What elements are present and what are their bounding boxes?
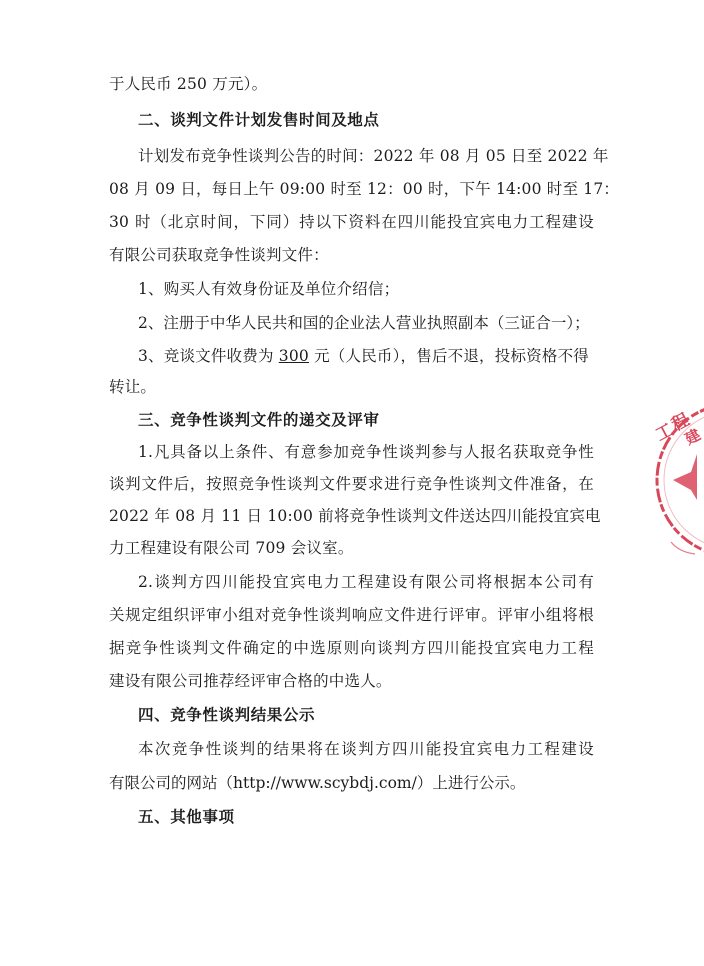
paragraph-line: 30 时（北京时间，下同）持以下资料在四川能投宜宾电力工程建设 [109,213,594,231]
paragraph-line: 有限公司的网站（http://www.scybdj.com/）上进行公示。 [109,774,526,792]
section-heading-2: 二、谈判文件计划发售时间及地点 [138,111,380,129]
paragraph-line: 2022 年 08 月 11 日 10:00 前将竞争性谈判文件送达四川能投宜宾电 [109,507,601,525]
paragraph-line: 建设有限公司推荐经评审合格的中选人。 [109,672,392,690]
fee-prefix: 3、竞谈文件收费为 [138,347,279,365]
paragraph-line: 1.凡具备以上条件、有意参加竞争性谈判参与人报名获取竞争性 [138,443,594,461]
paragraph-line: 08 月 09 日，每日上午 09:00 时至 12：00 时，下午 14:00 时至 17： [109,180,620,198]
paragraph-line: 力工程建设有限公司 709 会议室。 [109,539,354,557]
fee-amount: 300 [278,347,309,365]
paragraph-line: 关规定组织评审小组对竞争性谈判响应文件进行评审。评审小组将根 [109,606,594,624]
company-seal [651,402,704,572]
paragraph-line: 本次竞争性谈判的结果将在谈判方四川能投宜宾电力工程建设 [138,740,594,758]
seal-char: 工 [652,419,677,446]
list-item: 2、注册于中华人民共和国的企业法人营业执照副本（三证合一）； [138,314,590,332]
list-item: 1、购买人有效身份证及单位介绍信； [138,280,400,298]
section-heading-4: 四、竞争性谈判结果公示 [138,706,316,724]
seal-char: 建 [681,425,704,449]
paragraph-line: 转让。 [109,378,157,396]
paragraph-line: 有限公司获取竞争性谈判文件： [109,246,329,264]
section-heading-3: 三、竞争性谈判文件的递交及评审 [138,411,380,429]
paragraph-line: 计划发布竞争性谈判公告的时间：2022 年 08 月 05 日至 2022 年 [138,147,609,165]
paragraph-line: 据竞争性谈判文件确定的中选原则向谈判方四川能投宜宾电力工程 [109,639,594,657]
seal-char: 程 [668,409,693,436]
section-heading-5: 五、其他事项 [138,808,235,826]
paragraph-line: 于人民币 250 万元）。 [109,75,268,93]
paragraph-line: 谈判文件后，按照竞争性谈判文件要求进行竞争性谈判文件准备，在 [109,475,594,493]
list-item [138,346,594,366]
fee-suffix: 元（人民币），售后不退，投标资格不得 [308,347,589,365]
paragraph-line: 2.谈判方四川能投宜宾电力工程建设有限公司将根据本公司有 [138,573,594,591]
